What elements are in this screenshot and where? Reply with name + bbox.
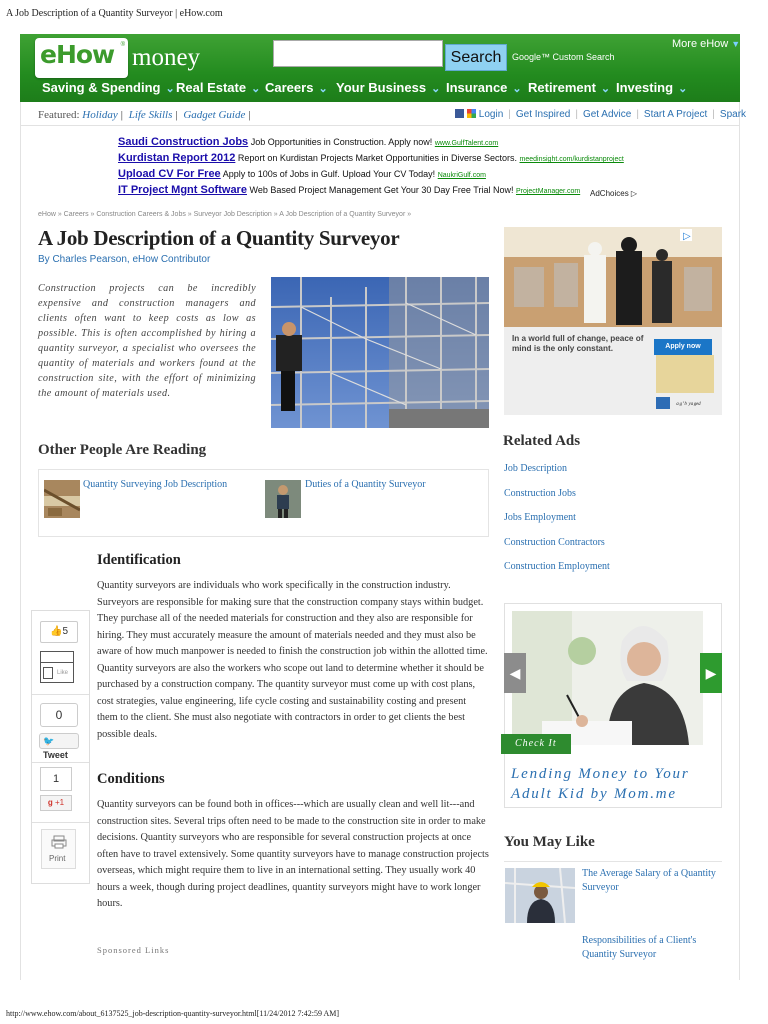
ehow-logo[interactable] xyxy=(35,38,128,78)
ad-url-link[interactable]: ProjectManager.com xyxy=(515,188,581,195)
chevron-down-icon: ⌄ xyxy=(431,83,441,95)
text-ad xyxy=(118,168,486,180)
ad-text: Job Opportunities in Construction. Apply now! xyxy=(250,137,433,147)
nav-label: Real Estate xyxy=(176,80,247,95)
login-link[interactable]: Login xyxy=(478,109,504,120)
account-links: Login | Get Inspired | Get Advice | Start A Project | Spark xyxy=(455,109,746,120)
section-body-identification: Quantity surveyors are individuals who work specifically in the construction industry. Surveyors are responsible for making sure that the construction company stays within budget. They purchase all of the needed materials for construction and they also are responsible for hiring. They must accurately measure the amount of materials needed and they must also be aware of how much manpower is needed to finish the construction job within the allotted time. Quantity surveyors are also the workers who scope out land to determine whether it should be purchased by a construction company. The quantity surveyor must come up with cost plans, cost strategies, value engineering, life cycle costing and sustainability costing and present them to the client. She must also negotiate with contractors in order to get clients the best possible deals. xyxy=(97,580,488,740)
chevron-down-icon: ⌄ xyxy=(600,83,611,95)
featured-label: Featured: xyxy=(38,109,80,121)
promo-photo[interactable] xyxy=(512,611,703,745)
featured-link-gadget-guide[interactable]: Gadget Guide xyxy=(183,109,246,121)
thumbs-up-icon: 👍 xyxy=(49,626,63,637)
other-reading-heading: Other People Are Reading xyxy=(38,442,207,458)
ad-text: Report on Kurdistan Projects Market Opportunities in Diverse Sectors. xyxy=(237,153,518,163)
printer-icon xyxy=(51,835,67,849)
section-heading-conditions: Conditions xyxy=(97,771,165,787)
related-ad-link[interactable]: Job Description xyxy=(504,463,568,474)
more-ehow-menu[interactable] xyxy=(672,38,740,50)
source-url-footer: http://www.ehow.com/about_6137525_job-description-quantity-surveyor.html[11/24/2012 7:42:59 AM] xyxy=(6,1009,340,1018)
svg-text:▷: ▷ xyxy=(683,231,691,242)
ad-url-link[interactable]: www.GulfTalent.com xyxy=(434,140,499,147)
start-project-link[interactable]: Start A Project xyxy=(643,109,708,120)
nav-label: Saving & Spending xyxy=(42,80,161,95)
adchoices-icon: ▷ xyxy=(630,189,638,198)
other-reading-link[interactable]: Duties of a Quantity Surveyor xyxy=(305,479,426,490)
apply-now-button[interactable]: Apply now xyxy=(665,343,701,350)
chevron-down-icon: ▼ xyxy=(731,39,741,49)
get-inspired-link[interactable]: Get Inspired xyxy=(515,109,571,120)
chevron-down-icon: ⌄ xyxy=(318,83,328,95)
nav-label: Careers xyxy=(265,80,314,95)
nav-item-insurance[interactable] xyxy=(446,80,522,95)
ad-title-link[interactable]: IT Project Mgnt Software xyxy=(118,184,247,196)
article-byline[interactable]: By Charles Pearson, eHow Contributor xyxy=(38,254,211,265)
construction-scaffolding-photo xyxy=(271,277,489,428)
duties-surveyor-thumbnail[interactable] xyxy=(265,480,301,518)
nav-label: Investing xyxy=(616,80,674,95)
chevron-down-icon: ⌄ xyxy=(678,83,688,95)
ad-title-link[interactable]: Kurdistan Report 2012 xyxy=(118,152,236,164)
nav-item-saving-spending[interactable] xyxy=(42,80,175,95)
search-input[interactable] xyxy=(273,40,443,67)
nav-item-real-estate[interactable] xyxy=(176,80,260,95)
tweet-button[interactable]: 🐦Tweet xyxy=(39,733,79,749)
related-ads-heading: Related Ads xyxy=(503,433,581,449)
twitter-bird-icon: 🐦 xyxy=(43,736,55,746)
ad-title-link[interactable]: Saudi Construction Jobs xyxy=(118,136,249,148)
plus-one-button[interactable]: g +1 xyxy=(40,795,72,811)
text-ad xyxy=(118,184,580,196)
nav-label: Insurance xyxy=(446,80,508,95)
logo-text: eHow xyxy=(40,40,115,69)
spark-link[interactable]: Spark xyxy=(719,109,747,120)
chevron-down-icon: ⌄ xyxy=(251,83,261,95)
quantity-surveying-thumbnail[interactable] xyxy=(44,480,80,518)
sponsored-links-label: Sponsored Links xyxy=(97,945,170,955)
you-may-like-link[interactable]: The Average Salary of a Quantity Surveyor xyxy=(582,868,716,893)
featured-bar: Featured: Holiday | Life Skills | Gadget Guide | xyxy=(38,109,251,121)
nav-item-investing[interactable] xyxy=(616,80,687,95)
ad-text: Web Based Project Management Get Your 30 Day Free Trial Now! xyxy=(249,185,514,195)
like-label: Like xyxy=(57,670,69,676)
display-ad[interactable] xyxy=(504,227,722,415)
divider xyxy=(20,125,740,126)
carousel-prev-arrow-icon[interactable]: ◀ xyxy=(504,653,526,693)
google-icon[interactable] xyxy=(467,109,476,118)
carousel-next-arrow-icon[interactable]: ▶ xyxy=(700,653,722,693)
section-heading-identification: Identification xyxy=(97,552,181,568)
svg-text:ᵃᵍ˙ᵇ ʸᵃᵍᵉᵈ: ᵃᵍ˙ᵇ ʸᵃᵍᵉᵈ xyxy=(676,400,701,409)
related-ad-link[interactable]: Construction Jobs xyxy=(504,488,576,499)
featured-link-holiday[interactable]: Holiday xyxy=(82,109,118,121)
print-cell xyxy=(32,823,89,883)
nav-item-careers[interactable] xyxy=(265,80,328,95)
get-advice-link[interactable]: Get Advice xyxy=(582,109,632,120)
related-ad-link[interactable]: Construction Contractors xyxy=(504,537,605,548)
search-button[interactable]: Search xyxy=(445,44,507,71)
nav-item-your-business[interactable] xyxy=(336,80,440,95)
related-ad-link[interactable]: Jobs Employment xyxy=(504,512,576,523)
adchoices-label: AdChoices xyxy=(590,189,629,198)
check-it-out-button[interactable]: Check It Out xyxy=(501,734,571,754)
text-ad xyxy=(118,152,624,164)
share-bar xyxy=(31,610,90,884)
logo-trademark: ® xyxy=(120,42,125,48)
ad-title-link[interactable]: Upload CV For Free xyxy=(118,168,221,180)
text-ad xyxy=(118,136,498,148)
more-ehow-label: More eHow xyxy=(672,38,729,50)
ad-url-link[interactable]: meedinsight.com/kurdistanproject xyxy=(519,156,624,163)
surveyor-thumbnail[interactable] xyxy=(505,868,575,923)
document-title: A Job Description of a Quantity Surveyor | eHow.com xyxy=(6,8,223,19)
ad-url-link[interactable]: NaukriGulf.com xyxy=(437,172,486,179)
facebook-icon[interactable] xyxy=(455,109,464,118)
facebook-like-cell xyxy=(32,611,89,695)
section-name[interactable]: money xyxy=(132,44,201,71)
related-ad-link[interactable]: Construction Employment xyxy=(504,561,610,572)
main-nav xyxy=(20,80,740,100)
nav-item-retirement[interactable] xyxy=(528,80,610,95)
adchoices-link[interactable] xyxy=(590,189,637,198)
like-count: 👍5 xyxy=(40,621,78,643)
twitter-cell xyxy=(32,695,89,763)
google-custom-search-label: Google™ Custom Search xyxy=(512,52,615,62)
nav-label: Retirement xyxy=(528,80,596,95)
ad-text: Apply to 100s of Jobs in Gulf. Upload Your CV Today! xyxy=(222,169,436,179)
google-plus-cell xyxy=(32,763,89,823)
print-label: Print xyxy=(49,854,66,863)
you-may-like-link[interactable]: Responsibilities of a Client's Quantity Surveyor xyxy=(582,935,697,960)
chevron-down-icon: ⌄ xyxy=(512,83,522,95)
tweet-count: 0 xyxy=(40,703,78,727)
article-intro: Construction projects can be incredibly expensive and construction managers and clients often want to keep costs as low as possible. This is often accomplished by hiring a quantity surveyor, a specialist who oversees the quantity of materials and workers found at the construction site, with the effort of minimizing the amount of materials used. xyxy=(38,283,256,399)
like-button[interactable] xyxy=(40,651,74,683)
print-button[interactable] xyxy=(41,829,76,869)
chevron-down-icon: ⌄ xyxy=(165,83,175,95)
promo-title-link[interactable]: Lending Money to Your Adult Kid by Mom.me xyxy=(511,766,690,802)
section-body-conditions: Quantity surveyors can be found both in offices---which are usually clean and well lit---and construction sites. Several trips often need to be made to the construction site in order to make decisions. Quantity surveyors who are responsible for several construction projects at once often have to travel extensively. Some quantity surveyors have to manage construction projects overseas, which might require them to live in an international setting. They usually work 40 hours a week, though during project deadlines, quantity surveyors might have to work longer hours. xyxy=(97,799,489,909)
breadcrumb[interactable]: eHow » Careers » Construction Careers & Jobs » Surveyor Job Description » A Job Description of a Quantity Surveyor » xyxy=(38,211,412,218)
google-g-icon: g xyxy=(47,798,53,807)
article-title: A Job Description of a Quantity Surveyor xyxy=(38,226,400,250)
other-reading-link[interactable]: Quantity Surveying Job Description xyxy=(83,479,228,490)
ad-slogan: In a world full of change, peace of mind is the only constant. xyxy=(512,334,644,353)
nav-label: Your Business xyxy=(336,80,427,95)
featured-link-life-skills[interactable]: Life Skills xyxy=(128,109,173,121)
you-may-like-heading: You May Like xyxy=(504,834,595,850)
plus-one-count: 1 xyxy=(40,767,72,791)
